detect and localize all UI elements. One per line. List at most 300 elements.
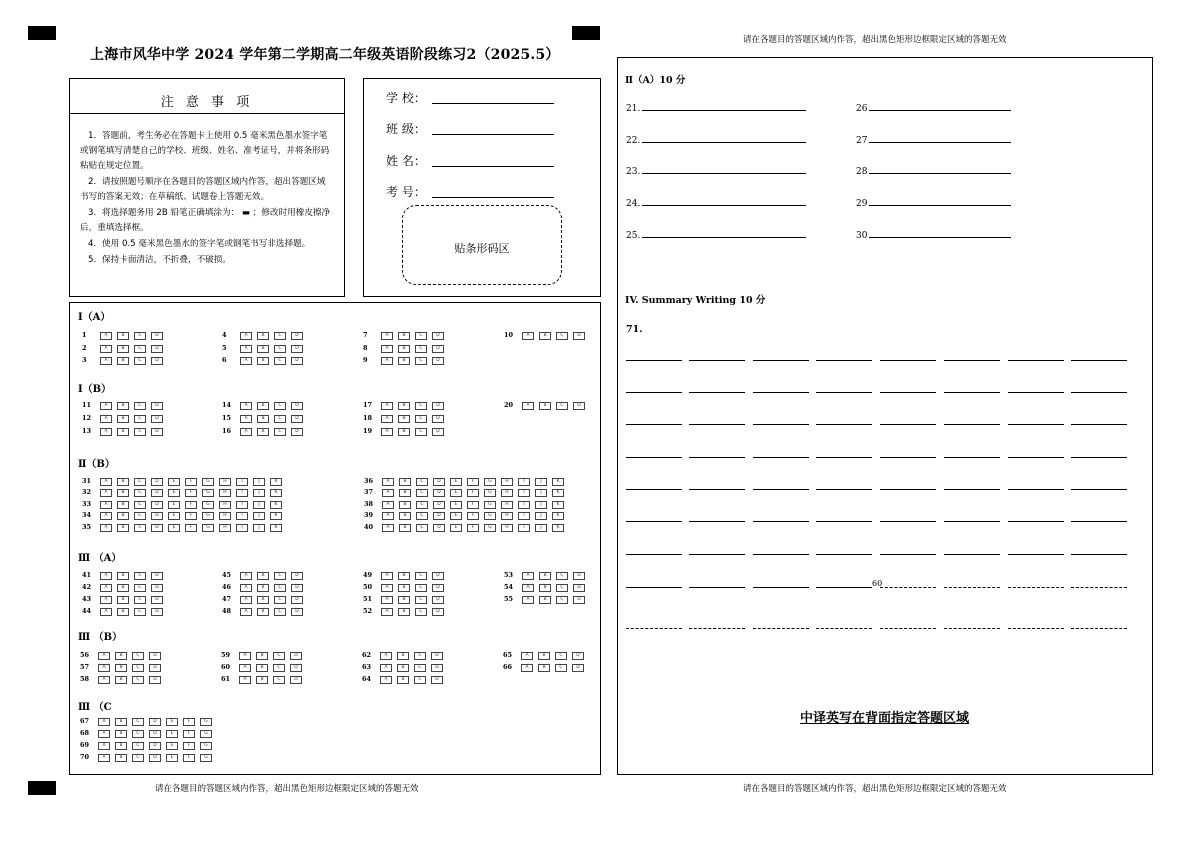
- option-bubble-i[interactable]: I: [518, 524, 530, 532]
- option-bubble-d[interactable]: D: [432, 584, 444, 592]
- option-bubble-a[interactable]: A: [100, 524, 112, 532]
- writing-line[interactable]: [944, 587, 1000, 588]
- option-bubble-h[interactable]: H: [219, 524, 231, 532]
- option-bubble-j[interactable]: J: [253, 478, 265, 486]
- option-bubble-e[interactable]: E: [168, 524, 180, 532]
- option-bubble-a[interactable]: A: [100, 512, 112, 520]
- option-bubble-g[interactable]: G: [200, 754, 212, 762]
- writing-line[interactable]: [816, 628, 872, 629]
- writing-line[interactable]: [1008, 392, 1064, 393]
- option-bubble-c[interactable]: C: [134, 572, 146, 580]
- option-bubble-e[interactable]: E: [450, 524, 462, 532]
- option-bubble-b[interactable]: B: [257, 402, 269, 410]
- option-bubble-a[interactable]: A: [240, 428, 252, 436]
- option-bubble-c[interactable]: C: [132, 718, 144, 726]
- option-bubble-e[interactable]: E: [166, 730, 178, 738]
- option-bubble-c[interactable]: C: [416, 524, 428, 532]
- option-bubble-d[interactable]: D: [433, 524, 445, 532]
- option-bubble-e[interactable]: E: [168, 478, 180, 486]
- fill-in-answer-22[interactable]: [626, 136, 806, 146]
- option-bubble-a[interactable]: A: [382, 478, 394, 486]
- option-bubble-c[interactable]: C: [273, 676, 285, 684]
- option-bubble-d[interactable]: D: [291, 402, 303, 410]
- option-bubble-b[interactable]: B: [257, 415, 269, 423]
- option-bubble-d[interactable]: D: [151, 332, 163, 340]
- writing-line[interactable]: [1071, 587, 1127, 588]
- fill-in-answer-27[interactable]: [856, 136, 1011, 146]
- option-bubble-d[interactable]: D: [432, 402, 444, 410]
- option-bubble-d[interactable]: D: [290, 676, 302, 684]
- option-bubble-b[interactable]: B: [539, 572, 551, 580]
- option-bubble-a[interactable]: A: [521, 652, 533, 660]
- writing-line[interactable]: [816, 521, 872, 522]
- option-bubble-h[interactable]: H: [501, 478, 513, 486]
- writing-line[interactable]: [816, 424, 872, 425]
- writing-line[interactable]: [753, 521, 809, 522]
- option-bubble-c[interactable]: C: [274, 415, 286, 423]
- option-bubble-c[interactable]: C: [415, 415, 427, 423]
- fill-in-answer-25[interactable]: [626, 231, 806, 241]
- answer-line[interactable]: [642, 172, 806, 174]
- option-bubble-b[interactable]: B: [397, 676, 409, 684]
- option-bubble-c[interactable]: C: [415, 332, 427, 340]
- option-bubble-a[interactable]: A: [100, 501, 112, 509]
- option-bubble-b[interactable]: B: [539, 596, 551, 604]
- option-bubble-b[interactable]: B: [398, 608, 410, 616]
- option-bubble-i[interactable]: I: [236, 501, 248, 509]
- option-bubble-g[interactable]: G: [202, 478, 214, 486]
- option-bubble-a[interactable]: A: [240, 332, 252, 340]
- option-bubble-a[interactable]: A: [381, 415, 393, 423]
- option-bubble-i[interactable]: I: [518, 478, 530, 486]
- option-bubble-a[interactable]: A: [381, 332, 393, 340]
- option-bubble-i[interactable]: I: [518, 501, 530, 509]
- option-bubble-c[interactable]: C: [274, 332, 286, 340]
- option-bubble-i[interactable]: I: [236, 512, 248, 520]
- option-bubble-i[interactable]: I: [236, 489, 248, 497]
- option-bubble-b[interactable]: B: [257, 428, 269, 436]
- option-bubble-c[interactable]: C: [274, 345, 286, 353]
- option-bubble-b[interactable]: B: [115, 718, 127, 726]
- writing-line[interactable]: [1008, 457, 1064, 458]
- option-bubble-b[interactable]: B: [117, 596, 129, 604]
- option-bubble-c[interactable]: C: [274, 584, 286, 592]
- writing-line[interactable]: [626, 360, 682, 361]
- option-bubble-a[interactable]: A: [100, 584, 112, 592]
- option-bubble-a[interactable]: A: [522, 572, 534, 580]
- option-bubble-c[interactable]: C: [134, 501, 146, 509]
- option-bubble-b[interactable]: B: [115, 652, 127, 660]
- option-bubble-d[interactable]: D: [433, 501, 445, 509]
- option-bubble-a[interactable]: A: [382, 489, 394, 497]
- option-bubble-a[interactable]: A: [239, 652, 251, 660]
- writing-line[interactable]: [816, 489, 872, 490]
- option-bubble-c[interactable]: C: [415, 572, 427, 580]
- fill-in-answer-21[interactable]: [626, 104, 806, 114]
- option-bubble-a[interactable]: A: [100, 357, 112, 365]
- option-bubble-c[interactable]: C: [132, 754, 144, 762]
- option-bubble-b[interactable]: B: [115, 664, 127, 672]
- option-bubble-d[interactable]: D: [151, 478, 163, 486]
- option-bubble-b[interactable]: B: [257, 332, 269, 340]
- option-bubble-c[interactable]: C: [274, 572, 286, 580]
- option-bubble-c[interactable]: C: [273, 652, 285, 660]
- option-bubble-d[interactable]: D: [572, 664, 584, 672]
- option-bubble-c[interactable]: C: [414, 676, 426, 684]
- writing-line[interactable]: [880, 457, 936, 458]
- option-bubble-d[interactable]: D: [290, 664, 302, 672]
- writing-line[interactable]: [1071, 521, 1127, 522]
- option-bubble-a[interactable]: A: [98, 754, 110, 762]
- option-bubble-b[interactable]: B: [399, 501, 411, 509]
- option-bubble-a[interactable]: A: [240, 584, 252, 592]
- option-bubble-f[interactable]: F: [467, 501, 479, 509]
- option-bubble-c[interactable]: C: [556, 584, 568, 592]
- option-bubble-c[interactable]: C: [416, 478, 428, 486]
- option-bubble-d[interactable]: D: [149, 676, 161, 684]
- option-bubble-d[interactable]: D: [291, 608, 303, 616]
- option-bubble-d[interactable]: D: [149, 742, 161, 750]
- option-bubble-d[interactable]: D: [149, 730, 161, 738]
- option-bubble-a[interactable]: A: [381, 572, 393, 580]
- writing-line[interactable]: [944, 489, 1000, 490]
- option-bubble-b[interactable]: B: [398, 402, 410, 410]
- option-bubble-b[interactable]: B: [398, 332, 410, 340]
- option-bubble-e[interactable]: E: [166, 754, 178, 762]
- option-bubble-a[interactable]: A: [100, 415, 112, 423]
- writing-line[interactable]: [1071, 489, 1127, 490]
- option-bubble-a[interactable]: A: [240, 572, 252, 580]
- option-bubble-d[interactable]: D: [151, 596, 163, 604]
- option-bubble-b[interactable]: B: [117, 357, 129, 365]
- option-bubble-a[interactable]: A: [240, 608, 252, 616]
- option-bubble-c[interactable]: C: [134, 332, 146, 340]
- writing-line[interactable]: [753, 424, 809, 425]
- option-bubble-c[interactable]: C: [556, 402, 568, 410]
- writing-line[interactable]: [753, 587, 809, 588]
- option-bubble-b[interactable]: B: [117, 524, 129, 532]
- option-bubble-h[interactable]: H: [501, 524, 513, 532]
- option-bubble-a[interactable]: A: [381, 402, 393, 410]
- option-bubble-j[interactable]: J: [253, 501, 265, 509]
- option-bubble-a[interactable]: A: [522, 402, 534, 410]
- fill-in-answer-23[interactable]: [626, 167, 806, 177]
- option-bubble-e[interactable]: E: [166, 742, 178, 750]
- writing-line[interactable]: [1008, 628, 1064, 629]
- writing-line[interactable]: [626, 457, 682, 458]
- option-bubble-k[interactable]: K: [552, 478, 564, 486]
- option-bubble-b[interactable]: B: [397, 664, 409, 672]
- option-bubble-f[interactable]: F: [183, 742, 195, 750]
- option-bubble-k[interactable]: K: [270, 501, 282, 509]
- option-bubble-d[interactable]: D: [432, 608, 444, 616]
- option-bubble-d[interactable]: D: [432, 332, 444, 340]
- option-bubble-d[interactable]: D: [291, 428, 303, 436]
- option-bubble-d[interactable]: D: [151, 345, 163, 353]
- option-bubble-k[interactable]: K: [270, 489, 282, 497]
- option-bubble-k[interactable]: K: [552, 512, 564, 520]
- option-bubble-e[interactable]: E: [450, 478, 462, 486]
- option-bubble-a[interactable]: A: [100, 596, 112, 604]
- option-bubble-c[interactable]: C: [134, 596, 146, 604]
- option-bubble-c[interactable]: C: [414, 652, 426, 660]
- option-bubble-d[interactable]: D: [151, 584, 163, 592]
- option-bubble-d[interactable]: D: [149, 754, 161, 762]
- writing-line[interactable]: [1071, 360, 1127, 361]
- option-bubble-e[interactable]: E: [168, 489, 180, 497]
- option-bubble-a[interactable]: A: [522, 584, 534, 592]
- writing-line[interactable]: [626, 489, 682, 490]
- option-bubble-a[interactable]: A: [98, 718, 110, 726]
- writing-line[interactable]: [944, 360, 1000, 361]
- option-bubble-h[interactable]: H: [501, 501, 513, 509]
- option-bubble-a[interactable]: A: [522, 596, 534, 604]
- option-bubble-b[interactable]: B: [117, 512, 129, 520]
- option-bubble-b[interactable]: B: [256, 664, 268, 672]
- option-bubble-c[interactable]: C: [132, 652, 144, 660]
- option-bubble-a[interactable]: A: [381, 584, 393, 592]
- option-bubble-d[interactable]: D: [149, 652, 161, 660]
- writing-line[interactable]: [1008, 521, 1064, 522]
- option-bubble-a[interactable]: A: [239, 676, 251, 684]
- writing-line[interactable]: [689, 554, 745, 555]
- option-bubble-j[interactable]: J: [535, 478, 547, 486]
- fill-in-answer-26[interactable]: [856, 104, 1011, 114]
- writing-line[interactable]: [816, 392, 872, 393]
- option-bubble-b[interactable]: B: [399, 524, 411, 532]
- option-bubble-a[interactable]: A: [98, 730, 110, 738]
- writing-line[interactable]: [944, 424, 1000, 425]
- option-bubble-d[interactable]: D: [573, 584, 585, 592]
- option-bubble-a[interactable]: A: [240, 415, 252, 423]
- option-bubble-c[interactable]: C: [416, 501, 428, 509]
- writing-line[interactable]: [689, 521, 745, 522]
- writing-line[interactable]: [880, 554, 936, 555]
- writing-line[interactable]: [1071, 554, 1127, 555]
- option-bubble-d[interactable]: D: [433, 478, 445, 486]
- option-bubble-f[interactable]: F: [183, 754, 195, 762]
- writing-line[interactable]: [689, 424, 745, 425]
- option-bubble-g[interactable]: G: [484, 512, 496, 520]
- option-bubble-c[interactable]: C: [555, 664, 567, 672]
- option-bubble-g[interactable]: G: [202, 489, 214, 497]
- option-bubble-b[interactable]: B: [398, 584, 410, 592]
- writing-line[interactable]: [1008, 587, 1064, 588]
- writing-line[interactable]: [1071, 457, 1127, 458]
- option-bubble-d[interactable]: D: [151, 357, 163, 365]
- option-bubble-a[interactable]: A: [381, 608, 393, 616]
- option-bubble-b[interactable]: B: [115, 742, 127, 750]
- writing-line[interactable]: [880, 424, 936, 425]
- option-bubble-g[interactable]: G: [202, 524, 214, 532]
- option-bubble-c[interactable]: C: [134, 345, 146, 353]
- exam-number-field[interactable]: [386, 183, 554, 200]
- option-bubble-c[interactable]: C: [134, 608, 146, 616]
- option-bubble-b[interactable]: B: [539, 402, 551, 410]
- writing-line[interactable]: [944, 628, 1000, 629]
- option-bubble-a[interactable]: A: [100, 428, 112, 436]
- option-bubble-b[interactable]: B: [257, 357, 269, 365]
- option-bubble-c[interactable]: C: [556, 332, 568, 340]
- option-bubble-j[interactable]: J: [253, 489, 265, 497]
- writing-line[interactable]: [816, 360, 872, 361]
- writing-line[interactable]: [753, 392, 809, 393]
- writing-line[interactable]: [944, 521, 1000, 522]
- option-bubble-d[interactable]: D: [291, 415, 303, 423]
- option-bubble-g[interactable]: G: [202, 501, 214, 509]
- fill-in-answer-30[interactable]: [856, 231, 1011, 241]
- fill-in-answer-29[interactable]: [856, 199, 1011, 209]
- option-bubble-d[interactable]: D: [573, 572, 585, 580]
- option-bubble-f[interactable]: F: [467, 489, 479, 497]
- option-bubble-d[interactable]: D: [432, 428, 444, 436]
- option-bubble-a[interactable]: A: [98, 676, 110, 684]
- writing-line[interactable]: [816, 554, 872, 555]
- option-bubble-b[interactable]: B: [399, 512, 411, 520]
- option-bubble-c[interactable]: C: [415, 345, 427, 353]
- option-bubble-i[interactable]: I: [236, 524, 248, 532]
- option-bubble-j[interactable]: J: [253, 512, 265, 520]
- option-bubble-b[interactable]: B: [398, 572, 410, 580]
- option-bubble-a[interactable]: A: [100, 332, 112, 340]
- option-bubble-b[interactable]: B: [538, 664, 550, 672]
- option-bubble-a[interactable]: A: [98, 742, 110, 750]
- option-bubble-f[interactable]: F: [185, 501, 197, 509]
- option-bubble-f[interactable]: F: [185, 524, 197, 532]
- option-bubble-c[interactable]: C: [274, 608, 286, 616]
- option-bubble-a[interactable]: A: [381, 357, 393, 365]
- writing-line[interactable]: [753, 360, 809, 361]
- writing-line[interactable]: [944, 392, 1000, 393]
- option-bubble-d[interactable]: D: [433, 489, 445, 497]
- writing-line[interactable]: [689, 489, 745, 490]
- option-bubble-c[interactable]: C: [556, 596, 568, 604]
- option-bubble-a[interactable]: A: [239, 664, 251, 672]
- option-bubble-e[interactable]: E: [450, 489, 462, 497]
- fill-in-answer-28[interactable]: [856, 167, 1011, 177]
- answer-line[interactable]: [869, 204, 1011, 206]
- option-bubble-a[interactable]: A: [381, 428, 393, 436]
- option-bubble-d[interactable]: D: [149, 718, 161, 726]
- option-bubble-d[interactable]: D: [573, 596, 585, 604]
- option-bubble-f[interactable]: F: [183, 730, 195, 738]
- writing-line[interactable]: [689, 587, 745, 588]
- option-bubble-k[interactable]: K: [270, 524, 282, 532]
- writing-line[interactable]: [1071, 424, 1127, 425]
- option-bubble-c[interactable]: C: [134, 489, 146, 497]
- option-bubble-b[interactable]: B: [115, 730, 127, 738]
- option-bubble-d[interactable]: D: [432, 596, 444, 604]
- option-bubble-c[interactable]: C: [414, 664, 426, 672]
- writing-line[interactable]: [689, 392, 745, 393]
- option-bubble-a[interactable]: A: [382, 524, 394, 532]
- option-bubble-c[interactable]: C: [416, 512, 428, 520]
- option-bubble-e[interactable]: E: [168, 501, 180, 509]
- option-bubble-d[interactable]: D: [290, 652, 302, 660]
- option-bubble-a[interactable]: A: [380, 676, 392, 684]
- option-bubble-h[interactable]: H: [219, 489, 231, 497]
- option-bubble-a[interactable]: A: [380, 652, 392, 660]
- option-bubble-f[interactable]: F: [185, 489, 197, 497]
- option-bubble-d[interactable]: D: [432, 357, 444, 365]
- option-bubble-k[interactable]: K: [552, 489, 564, 497]
- option-bubble-d[interactable]: D: [573, 402, 585, 410]
- option-bubble-h[interactable]: H: [501, 512, 513, 520]
- option-bubble-d[interactable]: D: [151, 489, 163, 497]
- writing-line[interactable]: [944, 554, 1000, 555]
- option-bubble-b[interactable]: B: [257, 596, 269, 604]
- option-bubble-d[interactable]: D: [151, 524, 163, 532]
- option-bubble-d[interactable]: D: [432, 345, 444, 353]
- option-bubble-b[interactable]: B: [256, 676, 268, 684]
- option-bubble-b[interactable]: B: [257, 584, 269, 592]
- option-bubble-b[interactable]: B: [117, 608, 129, 616]
- writing-line[interactable]: [880, 521, 936, 522]
- option-bubble-h[interactable]: H: [219, 478, 231, 486]
- answer-line[interactable]: [642, 204, 806, 206]
- option-bubble-a[interactable]: A: [381, 345, 393, 353]
- option-bubble-c[interactable]: C: [274, 402, 286, 410]
- option-bubble-c[interactable]: C: [134, 512, 146, 520]
- option-bubble-f[interactable]: F: [183, 718, 195, 726]
- option-bubble-i[interactable]: I: [236, 478, 248, 486]
- option-bubble-k[interactable]: K: [270, 512, 282, 520]
- option-bubble-c[interactable]: C: [134, 402, 146, 410]
- option-bubble-d[interactable]: D: [151, 512, 163, 520]
- writing-line[interactable]: [689, 628, 745, 629]
- writing-line[interactable]: [880, 360, 936, 361]
- answer-line[interactable]: [869, 172, 1011, 174]
- option-bubble-c[interactable]: C: [416, 489, 428, 497]
- option-bubble-i[interactable]: I: [518, 512, 530, 520]
- option-bubble-j[interactable]: J: [253, 524, 265, 532]
- option-bubble-e[interactable]: E: [166, 718, 178, 726]
- option-bubble-e[interactable]: E: [450, 501, 462, 509]
- option-bubble-b[interactable]: B: [117, 489, 129, 497]
- option-bubble-g[interactable]: G: [484, 501, 496, 509]
- option-bubble-c[interactable]: C: [415, 428, 427, 436]
- writing-line[interactable]: [816, 457, 872, 458]
- option-bubble-g[interactable]: G: [484, 524, 496, 532]
- option-bubble-b[interactable]: B: [117, 332, 129, 340]
- option-bubble-f[interactable]: F: [467, 512, 479, 520]
- option-bubble-c[interactable]: C: [132, 664, 144, 672]
- option-bubble-b[interactable]: B: [398, 415, 410, 423]
- option-bubble-e[interactable]: E: [168, 512, 180, 520]
- writing-line[interactable]: [753, 554, 809, 555]
- answer-line[interactable]: [642, 109, 806, 111]
- option-bubble-b[interactable]: B: [117, 478, 129, 486]
- option-bubble-k[interactable]: K: [270, 478, 282, 486]
- writing-line[interactable]: [1008, 424, 1064, 425]
- option-bubble-c[interactable]: C: [273, 664, 285, 672]
- writing-line[interactable]: [626, 424, 682, 425]
- option-bubble-j[interactable]: J: [535, 512, 547, 520]
- option-bubble-f[interactable]: F: [185, 512, 197, 520]
- writing-line[interactable]: [689, 360, 745, 361]
- option-bubble-d[interactable]: D: [433, 512, 445, 520]
- writing-line[interactable]: [626, 392, 682, 393]
- option-bubble-c[interactable]: C: [415, 584, 427, 592]
- option-bubble-c[interactable]: C: [132, 730, 144, 738]
- writing-line[interactable]: [1008, 360, 1064, 361]
- option-bubble-b[interactable]: B: [538, 652, 550, 660]
- option-bubble-c[interactable]: C: [415, 596, 427, 604]
- option-bubble-j[interactable]: J: [535, 524, 547, 532]
- option-bubble-a[interactable]: A: [100, 489, 112, 497]
- option-bubble-h[interactable]: H: [501, 489, 513, 497]
- option-bubble-b[interactable]: B: [257, 345, 269, 353]
